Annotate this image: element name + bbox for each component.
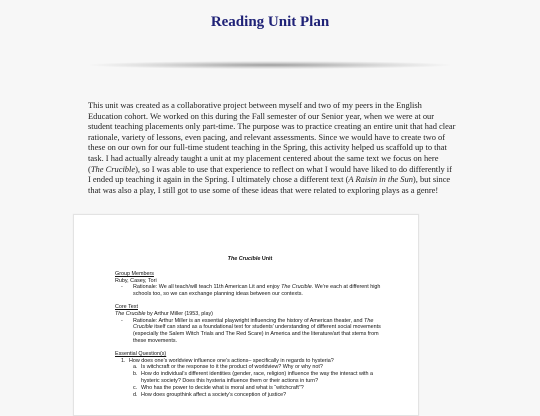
intro-text-3: ), but since that was also a play, I still got to use some of these ideas that were related to exploring plays as a genre! [88,174,451,195]
essential-question-1-text: How does one’s worldview influence one’s actions– specifically in regards to hysteria? [129,357,334,364]
core-text-heading: Core Text [115,303,138,310]
essential-subquestion-d: d. How does groupthink affect a society’s conception of justice? [133,391,287,398]
document-title [115,256,385,263]
core-rationale-a: Rationale: Arthur Miller is an essential playwright influencing the history of American theater, and [133,317,365,324]
core-rationale-b: itself can stand as a foundational text for students’ understanding of different social movements (especially the Salem Witch Trials and The Red Scare) in America and the literature/art that stems from these movements. [133,324,381,344]
document-content [115,256,385,398]
group-rationale-a: Rationale: We all teach/will teach 11th American Lit and enjoy [133,284,282,291]
essential-subquestion-c: c. Who has the power to decide what is moral and what is “witchcraft”? [133,384,304,391]
essential-subquestion-c-text: Who has the power to decide what is moral and what is “witchcraft”? [141,384,304,391]
document-title-italic: The Crucible [227,256,261,262]
group-members-heading: Group Members [115,270,154,277]
essential-question-1: 1. How does one’s worldview influence one’s actions– specifically in regards to hysteria? [121,357,334,364]
title-divider [90,61,450,69]
intro-text-2: ), so I was able to use that experience to reflect on what I would have liked to do differently if I ended up teaching it again in the Spring. I ultimately chose a different text ( [88,163,452,185]
intro-italic-raisin: A Raisin in the Sun [348,174,413,185]
essential-subquestion-a: a. Is witchcraft or the response to it the product of worldview? Why or why not? [133,364,323,371]
core-rationale-italic: The Crucible [133,317,374,331]
intro-italic-crucible: The Crucible [90,163,136,174]
group-rationale-b: . We’re each at different high schools too, so we can exchange planning ideas between our contexts. [133,284,381,298]
core-text-title [115,311,385,318]
group-rationale-italic: The Crucible [281,284,312,291]
essential-subquestion-d-text: How does groupthink affect a society’s conception of justice? [141,391,287,398]
group-rationale: - Rationale: We all teach/will teach 11th American Lit and enjoy The Crucible. We’re each at different high schools too, so we can exchange planning ideas between our contexts. [121,284,381,298]
page-title: Reading Unit Plan [210,14,330,30]
intro-paragraph [88,100,456,195]
essential-questions-heading: Essential Question(s) [115,350,167,357]
essential-subquestion-b: b. How do individual’s different identities (gender, race, religion) influence the way the interact with a hysteric society? Does this hysteria influence them or their actions in turn? [133,371,374,384]
core-text-italic: The Crucible [115,310,146,317]
core-text-rest: by Arthur Miller (1953, play) [145,310,213,317]
embedded-document[interactable] [73,214,419,416]
document-title-rest: Unit [260,256,273,262]
core-rationale: - Rationale: Arthur Miller is an essential playwright influencing the history of American theater, and The Crucible itself can stand as a foundational text for students’ understanding of different social movements (especially the Salem Witch Trials and The Red Scare) in America and the literature/art that stems from these movements. [121,317,381,344]
intro-text-1: This unit was created as a collaborative project between myself and two of my peers in the English Education cohort. We worked on this during the Fall semester of our Senior year, when we were at our student teaching placements only part-time. The purpose was to practice creating an entire unit that had clear rationale, variety of lessons, even pacing, and relevant assessments. Since we would have to create two of these on our own for our full-time student teaching in the Spring, this activity helped us scaffold up to that task. I had actually already taught a unit at my placement centered about the same text we focus on here ( [88,100,456,174]
group-members-names: Ruby, Casey, Tori [115,277,157,284]
essential-subquestion-a-text: Is witchcraft or the response to it the product of worldview? Why or why not? [141,364,323,371]
essential-subquestion-b-text: How do individual’s different identities (gender, race, religion) influence the way the interact with a hysteric society? Does this hysteria influence them or their actions in turn? [141,371,374,384]
